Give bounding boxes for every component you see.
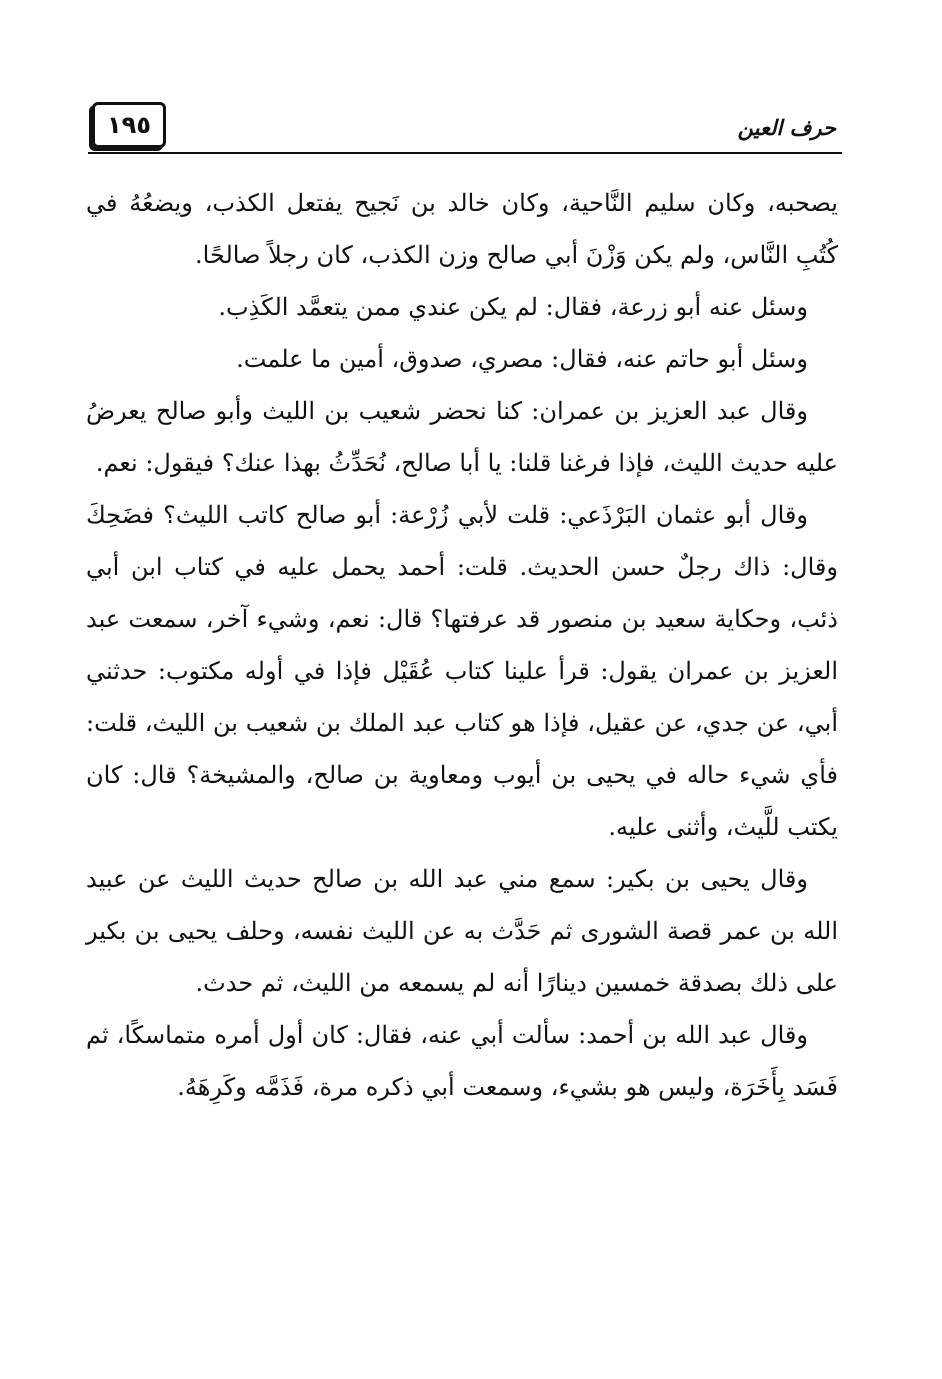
page-number-box [92,102,166,148]
paragraph-1: يصحبه، وكان سليم النَّاحية، وكان خالد بن نَجيح يفتعل الكذب، ويضعُهُ في كُتُبِ النَّاس، ولم يكن وَزْنَ أبي صالح وزن الكذب، كان رجلاً صالحًا. [86,189,838,269]
paragraph-7: وقال عبد الله بن أحمد: سألت أبي عنه، فقال: كان أول أمره متماسكًا، ثم فَسَد بِأَخَرَة، وليس هو بشيء، وسمعت أبي ذكره مرة، فَذَمَّه وكَرِهَهُ. [86,1021,838,1101]
paragraph-3: وسئل أبو حاتم عنه، فقال: مصري، صدوق، أمين ما علمت. [236,345,808,373]
page-body [86,177,838,1113]
running-head: حرف العين [737,116,836,140]
page-number: ١٩٥ [107,111,151,139]
paragraph-6: وقال يحيى بن بكير: سمع مني عبد الله بن صالح حديث الليث عن عبيد الله بن عمر قصة الشورى ثم حَدَّث به عن الليث نفسه، وحلف يحيى بن بكير على ذلك بصدقة خمسين دينارًا أنه لم يسمعه من الليث، ثم حدث. [86,865,838,997]
paragraph-5: وقال أبو عثمان البَرْذَعي: قلت لأبي زُرْعة: أبو صالح كاتب الليث؟ فضَحِكَ وقال: ذاك رجلٌ حسن الحديث. قلت: أحمد يحمل عليه في كتاب ابن أبي ذئب، وحكاية سعيد بن منصور قد عرفتها؟ قال: نعم، وشيء آخر، سمعت عبد العزيز بن عمران يقول: قرأ علينا كتاب عُقَيْل فإذا في أوله مكتوب: حدثني أبي، عن جدي، عن عقيل، فإذا هو كتاب عبد الملك بن شعيب بن الليث، قلت: فأي شيء حاله في يحيى بن أيوب ومعاوية بن صالح، والمشيخة؟ قال: كان يكتب للَّيث، وأثنى عليه. [86,501,838,841]
paragraph-4: وقال عبد العزيز بن عمران: كنا نحضر شعيب بن الليث وأبو صالح يعرضُ عليه حديث الليث، فإذا فرغنا قلنا: يا أبا صالح، نُحَدِّثُ بهذا عنك؟ فيقول: نعم. [86,397,838,477]
paragraph-2: وسئل عنه أبو زرعة، فقال: لم يكن عندي ممن يتعمَّد الكَذِب. [218,293,808,321]
page-header [88,96,842,156]
header-rule [88,152,842,154]
